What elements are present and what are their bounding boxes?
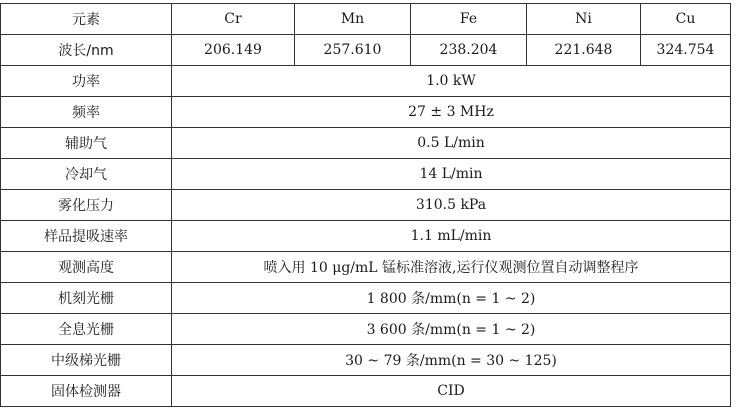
wavelength-row: [1, 35, 731, 66]
row-label-cell: 全息光栅: [1, 314, 172, 345]
table-row: [1, 190, 731, 221]
table-row: [1, 345, 731, 376]
row-value-cell: 3 600 条/mm(n = 1 ~ 2): [172, 314, 731, 345]
row-value-cell: 0.5 L/min: [172, 128, 731, 159]
element-cu-cell: Cu: [641, 4, 731, 35]
wavelength-cr-cell: 206.149: [172, 35, 295, 66]
row-value-cell: 27 ± 3 MHz: [172, 97, 731, 128]
element-ni-cell: Ni: [527, 4, 641, 35]
row-label-cell: 中级梯光栅: [1, 345, 172, 376]
row-label-cell: 机刻光栅: [1, 283, 172, 314]
row-value-cell: 1.0 kW: [172, 66, 731, 97]
table-row: [1, 314, 731, 345]
wavelength-ni-cell: 221.648: [527, 35, 641, 66]
table-row: [1, 252, 731, 283]
table-row: [1, 376, 731, 407]
row-label-cell: 观测高度: [1, 252, 172, 283]
row-label-cell: 频率: [1, 97, 172, 128]
row-value-cell: 30 ~ 79 条/mm(n = 30 ~ 125): [172, 345, 731, 376]
wavelength-cu-cell: 324.754: [641, 35, 731, 66]
table-row: [1, 159, 731, 190]
header-label-cell: 元素: [1, 4, 172, 35]
row-value-cell: CID: [172, 376, 731, 407]
table-row: [1, 128, 731, 159]
row-label-cell: 固体检测器: [1, 376, 172, 407]
table-header-row: [1, 4, 731, 35]
wavelength-mn-cell: 257.610: [295, 35, 411, 66]
row-value-cell: 14 L/min: [172, 159, 731, 190]
row-label-cell: 冷却气: [1, 159, 172, 190]
row-label-cell: 样品提吸速率: [1, 221, 172, 252]
table-row: [1, 221, 731, 252]
table-row: [1, 97, 731, 128]
element-fe-cell: Fe: [411, 4, 527, 35]
row-label-cell: 辅助气: [1, 128, 172, 159]
row-label-cell: 雾化压力: [1, 190, 172, 221]
wavelength-fe-cell: 238.204: [411, 35, 527, 66]
element-mn-cell: Mn: [295, 4, 411, 35]
table-row: [1, 66, 731, 97]
element-cr-cell: Cr: [172, 4, 295, 35]
row-value-cell: 喷入用 10 μg/mL 锰标准溶液,运行仪观测位置自动调整程序: [172, 252, 731, 283]
wavelength-label-cell: 波长/nm: [1, 35, 172, 66]
instrument-parameters-table: [0, 3, 731, 407]
table-row: [1, 283, 731, 314]
row-value-cell: 310.5 kPa: [172, 190, 731, 221]
row-label-cell: 功率: [1, 66, 172, 97]
row-value-cell: 1 800 条/mm(n = 1 ~ 2): [172, 283, 731, 314]
row-value-cell: 1.1 mL/min: [172, 221, 731, 252]
